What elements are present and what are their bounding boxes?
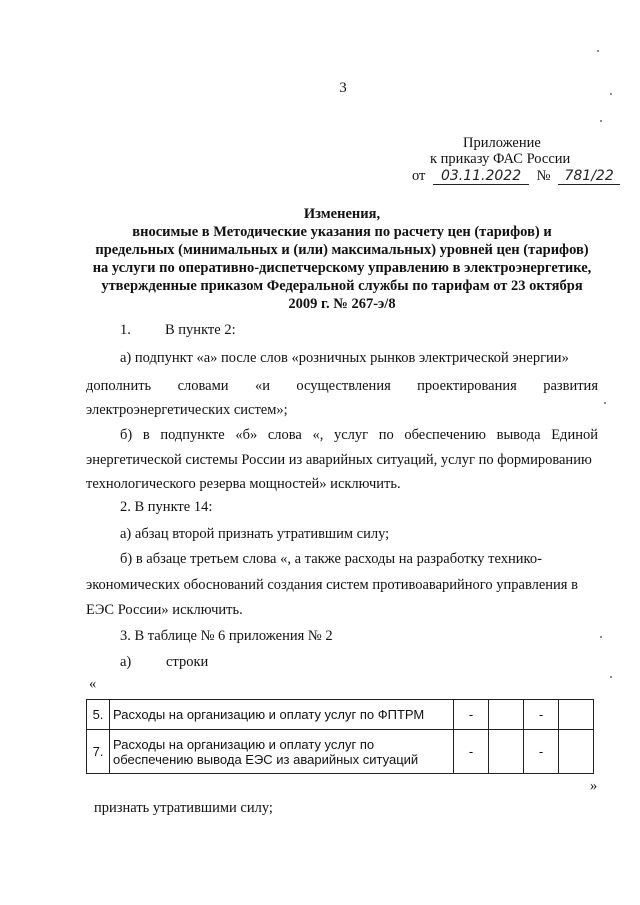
word: «и [254,378,270,394]
para-1a-line2 [86,378,598,394]
scan-speck [610,676,612,678]
para-3a-text: строки [166,654,209,670]
close-quote: » [590,778,598,794]
appendix-order-ref: к приказу ФАС России [430,151,571,167]
para-2b-line3: ЕЭС России» исключить. [86,602,243,618]
para-3a-letter: а) [120,654,132,670]
word: б) [120,427,133,443]
title-line: вносимые в Методические указания по расчету цен (тарифов) и [132,224,552,240]
word: Единой [551,427,598,443]
section-1-heading: В пункте 2: [165,322,236,338]
word: проектирования [417,378,517,394]
para-2b-line1: б) в абзаце третьем слова «, а также расходы на разработку технико- [120,551,542,567]
para-1b-line2: энергетической системы России из аварийных ситуаций, услуг по формированию [86,452,592,468]
para-2b-line2: экономических обоснований создания систем противоаварийного управления в [86,577,578,593]
title-line: на услуги по оперативно-диспетчерскому управлению в электроэнергетике, [92,260,592,276]
title-line: утвержденные приказом Федеральной службы по тарифам от 23 октября [101,278,583,294]
table-cell: - [454,700,489,730]
para-2a: а) абзац второй признать утратившим силу; [120,526,390,542]
table-cell [559,700,594,730]
handwritten-date: 03.11.2022 [433,168,529,185]
appendix-number-sign: № [536,168,551,184]
word: услуг [333,427,369,443]
tariff-table [86,699,594,774]
row-name-line: Расходы на организацию и оплату услуг по [113,736,375,752]
word: в [142,427,150,443]
section-2-heading: 2. В пункте 14: [120,499,213,515]
section-1-number: 1. [120,322,131,338]
row-number: 7. [87,730,110,774]
table-cell [489,700,524,730]
row-number: 5. [87,700,110,730]
scan-speck [600,636,602,638]
document-title [84,205,600,313]
scan-speck [610,93,612,95]
table-row [87,700,594,730]
row-name-line: обеспечению вывода ЕЭС из аварийных ситуаций [113,751,419,767]
title-line: 2009 г. № 267-э/8 [288,296,396,312]
table-cell: - [524,700,559,730]
appendix-label: Приложение [463,135,541,151]
word: осуществления [296,378,391,394]
word: развития [543,378,598,394]
table-cell [489,730,524,774]
word: обеспечению [404,427,486,443]
table-cell: - [524,730,559,774]
row-name [110,730,454,774]
scan-speck [597,50,599,52]
title-line: Изменения, [303,206,381,222]
para-1b-line3: технологического резерва мощностей» исключить. [86,476,401,492]
open-quote: « [89,676,97,692]
row-name [110,700,454,730]
scan-speck [600,120,602,122]
scan-speck [604,402,606,404]
word: слова [267,427,302,443]
para-1b-line1 [120,427,598,443]
page-number: 3 [339,80,347,96]
table-cell [559,730,594,774]
para-1a-line1: а) подпункт «а» после слов «розничных рынков электрической энергии» [120,350,569,366]
word: «, [312,427,324,443]
handwritten-number: 781/22 [558,168,620,185]
word: дополнить [86,378,152,394]
word: вывода [496,427,541,443]
table-cell: - [454,730,489,774]
word: подпункте [160,427,225,443]
appendix-date-line [412,168,620,185]
word: по [378,427,394,443]
appendix-ot: от [412,168,426,184]
para-1a-line3: электроэнергетических систем»; [86,402,288,418]
row-name-line: Расходы на организацию и оплату услуг по ФПТРМ [113,707,425,722]
title-line: предельных (минимальных и (или) максимальных) уровней цен (тарифов) [95,242,589,258]
word: «б» [235,427,258,443]
table-row [87,730,594,774]
section-3-heading: 3. В таблице № 6 приложения № 2 [120,628,333,644]
para-final: признать утратившими силу; [94,800,273,816]
word: словами [177,378,229,394]
